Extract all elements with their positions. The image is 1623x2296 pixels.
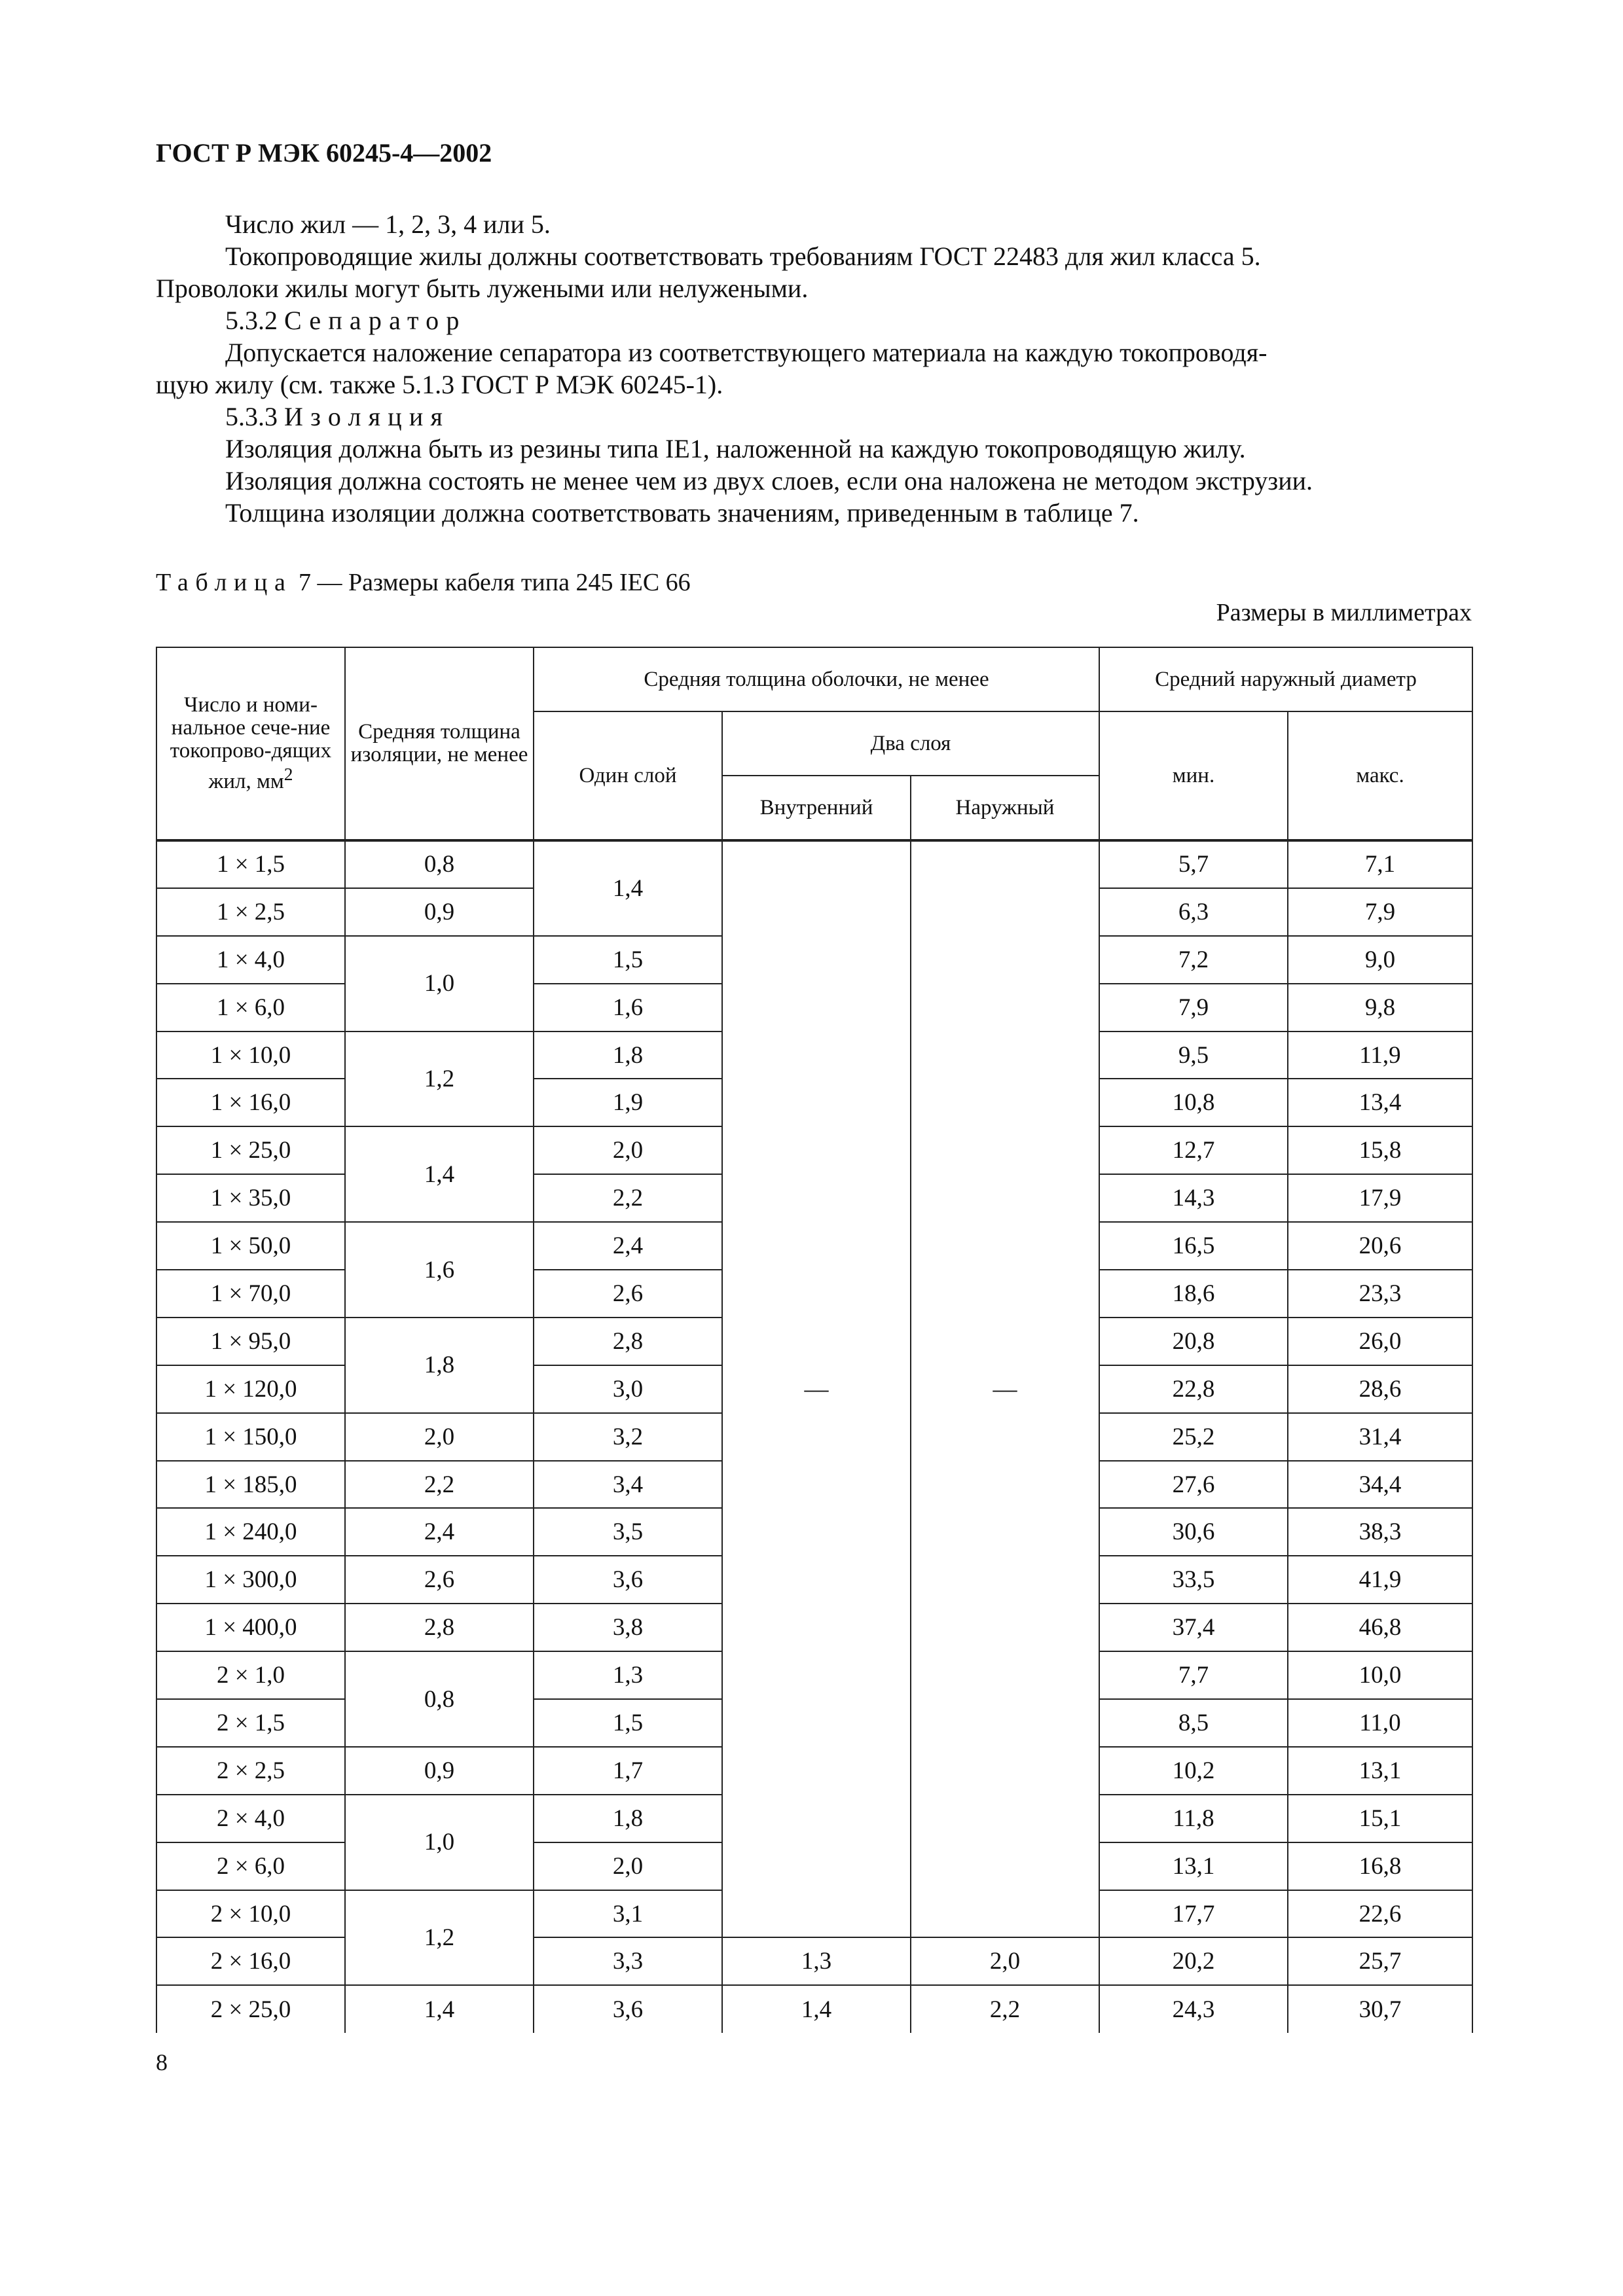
cell-insulation: 0,8: [345, 840, 534, 888]
cell-min-diameter: 10,2: [1099, 1747, 1288, 1795]
cell-min-diameter: 17,7: [1099, 1890, 1288, 1938]
cell-single-layer: 1,8: [534, 1795, 722, 1842]
cell-min-diameter: 13,1: [1099, 1842, 1288, 1890]
cell-single-layer: 1,9: [534, 1079, 722, 1126]
cell-min-diameter: 7,2: [1099, 936, 1288, 984]
cell-outer-layer: 2,0: [911, 1937, 1099, 1985]
cell-single-layer: 2,8: [534, 1318, 722, 1365]
cell-single-layer: 3,0: [534, 1365, 722, 1413]
cell-single-layer: 1,6: [534, 984, 722, 1031]
cell-min-diameter: 7,7: [1099, 1651, 1288, 1699]
section-title: Сепаратор: [284, 306, 467, 335]
paragraph-insulation-type: Изоляция должна быть из резины типа IE1, наложенной на каждую токопроводящую жилу.: [225, 434, 1246, 463]
section-5-3-3-heading: [156, 401, 1472, 433]
cell-min-diameter: 11,8: [1099, 1795, 1288, 1842]
cell-min-diameter: 20,2: [1099, 1937, 1288, 1985]
cell-single-layer: 3,2: [534, 1413, 722, 1461]
cell-cross-section: 1 × 16,0: [156, 1079, 345, 1126]
cell-single-layer: 2,2: [534, 1174, 722, 1222]
cell-insulation: 0,9: [345, 888, 534, 936]
header-max: макс.: [1288, 711, 1472, 840]
cell-insulation: 0,8: [345, 1651, 534, 1747]
cell-max-diameter: 7,1: [1288, 840, 1472, 888]
cell-max-diameter: 22,6: [1288, 1890, 1472, 1938]
cell-single-layer: 1,3: [534, 1651, 722, 1699]
cell-single-layer: 1,5: [534, 936, 722, 984]
header-insulation-thickness: Средняя толщина изоляции, не менее: [345, 647, 534, 840]
body-text: [156, 208, 1472, 529]
cell-inner-layer: 1,4: [722, 1985, 911, 2033]
cell-single-layer: 1,8: [534, 1031, 722, 1079]
cell-min-diameter: 37,4: [1099, 1604, 1288, 1651]
cell-inner-layer-dash: —: [722, 840, 911, 1937]
cell-max-diameter: 46,8: [1288, 1604, 1472, 1651]
cell-max-diameter: 9,0: [1288, 936, 1472, 984]
section-number: 5.3.2: [225, 306, 278, 335]
cell-max-diameter: 28,6: [1288, 1365, 1472, 1413]
cable-dimensions-table: [156, 647, 1473, 2033]
cell-insulation: 1,4: [345, 1126, 534, 1222]
cell-max-diameter: 23,3: [1288, 1270, 1472, 1318]
cell-max-diameter: 15,1: [1288, 1795, 1472, 1842]
cell-min-diameter: 22,8: [1099, 1365, 1288, 1413]
cell-insulation: 1,8: [345, 1318, 534, 1413]
header-superscript: 2: [283, 764, 293, 784]
table-row: [156, 840, 1472, 888]
cell-inner-layer: 1,3: [722, 1937, 911, 1985]
cell-max-diameter: 16,8: [1288, 1842, 1472, 1890]
cell-cross-section: 1 × 185,0: [156, 1461, 345, 1509]
cell-insulation: 2,8: [345, 1604, 534, 1651]
cell-min-diameter: 14,3: [1099, 1174, 1288, 1222]
cell-min-diameter: 9,5: [1099, 1031, 1288, 1079]
table-caption-word: Таблица: [156, 569, 293, 596]
cell-cross-section: 1 × 120,0: [156, 1365, 345, 1413]
cell-outer-layer: 2,2: [911, 1985, 1099, 2033]
section-title: Изоляция: [284, 402, 450, 431]
paragraph-core-count: Число жил — 1, 2, 3, 4 или 5.: [225, 209, 551, 239]
cell-cross-section: 1 × 25,0: [156, 1126, 345, 1174]
cell-min-diameter: 12,7: [1099, 1126, 1288, 1174]
paragraph-separator-line2: щую жилу (см. также 5.1.3 ГОСТ Р МЭК 60245-1).: [156, 370, 723, 399]
page-number: 8: [156, 2049, 168, 2075]
cell-max-diameter: 15,8: [1288, 1126, 1472, 1174]
header-sheath-thickness: Средняя толщина оболочки, не менее: [534, 647, 1099, 711]
cell-max-diameter: 11,0: [1288, 1699, 1472, 1747]
cell-max-diameter: 13,4: [1288, 1079, 1472, 1126]
cell-min-diameter: 7,9: [1099, 984, 1288, 1031]
cell-max-diameter: 31,4: [1288, 1413, 1472, 1461]
cell-max-diameter: 26,0: [1288, 1318, 1472, 1365]
cell-single-layer: 3,3: [534, 1937, 722, 1985]
cell-insulation: 1,4: [345, 1985, 534, 2033]
header-outer-layer: Наружный: [911, 776, 1099, 840]
cell-single-layer: 2,6: [534, 1270, 722, 1318]
cell-cross-section: 1 × 10,0: [156, 1031, 345, 1079]
cell-cross-section: 1 × 50,0: [156, 1222, 345, 1270]
cell-max-diameter: 20,6: [1288, 1222, 1472, 1270]
cell-single-layer: 1,4: [534, 840, 722, 936]
table-caption: [156, 568, 691, 597]
cell-cross-section: 1 × 2,5: [156, 888, 345, 936]
cell-insulation: 1,6: [345, 1222, 534, 1318]
cell-max-diameter: 30,7: [1288, 1985, 1472, 2033]
cell-insulation: 1,0: [345, 1795, 534, 1890]
cell-cross-section: 2 × 1,5: [156, 1699, 345, 1747]
cell-insulation: 0,9: [345, 1747, 534, 1795]
cell-single-layer: 2,4: [534, 1222, 722, 1270]
cell-max-diameter: 13,1: [1288, 1747, 1472, 1795]
cell-single-layer: 3,6: [534, 1985, 722, 2033]
cell-cross-section: 1 × 400,0: [156, 1604, 345, 1651]
section-5-3-2-heading: [156, 304, 1472, 336]
cell-insulation: 1,2: [345, 1031, 534, 1127]
cell-min-diameter: 33,5: [1099, 1556, 1288, 1604]
cell-min-diameter: 18,6: [1099, 1270, 1288, 1318]
cell-min-diameter: 5,7: [1099, 840, 1288, 888]
cell-min-diameter: 20,8: [1099, 1318, 1288, 1365]
header-two-layers: Два слоя: [722, 711, 1099, 776]
cell-single-layer: 3,6: [534, 1556, 722, 1604]
cell-cross-section: 1 × 95,0: [156, 1318, 345, 1365]
cell-insulation: 2,4: [345, 1508, 534, 1556]
cell-cross-section: 1 × 35,0: [156, 1174, 345, 1222]
cell-max-diameter: 25,7: [1288, 1937, 1472, 1985]
cell-cross-section: 1 × 70,0: [156, 1270, 345, 1318]
cell-max-diameter: 17,9: [1288, 1174, 1472, 1222]
cell-max-diameter: 38,3: [1288, 1508, 1472, 1556]
cell-cross-section: 2 × 10,0: [156, 1890, 345, 1938]
cell-single-layer: 2,0: [534, 1126, 722, 1174]
paragraph-insulation-thickness: Толщина изоляции должна соответствовать значениям, приведенным в таблице 7.: [225, 498, 1139, 528]
table-row: [156, 1985, 1472, 2033]
cell-max-diameter: 9,8: [1288, 984, 1472, 1031]
document-header: ГОСТ Р МЭК 60245-4—2002: [156, 138, 492, 168]
cell-cross-section: 2 × 2,5: [156, 1747, 345, 1795]
header-cross-section: Число и номи-нальное сече-ние токопрово-дящих жил, $мм^2$: [156, 647, 345, 840]
paragraph-separator-line1: Допускается наложение сепаратора из соответствующего материала на каждую токопроводя-: [225, 338, 1267, 367]
cell-cross-section: 2 × 25,0: [156, 1985, 345, 2033]
cell-cross-section: 1 × 240,0: [156, 1508, 345, 1556]
cell-cross-section: 1 × 150,0: [156, 1413, 345, 1461]
cell-cross-section: 2 × 1,0: [156, 1651, 345, 1699]
cell-min-diameter: 25,2: [1099, 1413, 1288, 1461]
cell-max-diameter: 34,4: [1288, 1461, 1472, 1509]
cell-cross-section: 1 × 1,5: [156, 840, 345, 888]
section-number: 5.3.3: [225, 402, 278, 431]
paragraph-insulation-layers: Изоляция должна состоять не менее чем из двух слоев, если она наложена не методом экструзии.: [225, 466, 1313, 495]
cell-min-diameter: 8,5: [1099, 1699, 1288, 1747]
cell-single-layer: 3,5: [534, 1508, 722, 1556]
cell-min-diameter: 30,6: [1099, 1508, 1288, 1556]
cell-min-diameter: 10,8: [1099, 1079, 1288, 1126]
cell-cross-section: 2 × 16,0: [156, 1937, 345, 1985]
header-inner-layer: Внутренний: [722, 776, 911, 840]
cell-single-layer: 3,1: [534, 1890, 722, 1938]
cell-insulation: 1,0: [345, 936, 534, 1031]
cell-min-diameter: 24,3: [1099, 1985, 1288, 2033]
cell-insulation: 2,6: [345, 1556, 534, 1604]
cell-insulation: 2,2: [345, 1461, 534, 1509]
header-min: мин.: [1099, 711, 1288, 840]
cell-single-layer: 3,8: [534, 1604, 722, 1651]
cell-single-layer: 1,5: [534, 1699, 722, 1747]
cell-single-layer: 1,7: [534, 1747, 722, 1795]
cell-min-diameter: 6,3: [1099, 888, 1288, 936]
cell-min-diameter: 16,5: [1099, 1222, 1288, 1270]
table-units-note: Размеры в миллиметрах: [1216, 599, 1472, 626]
cell-cross-section: 1 × 4,0: [156, 936, 345, 984]
cell-min-diameter: 27,6: [1099, 1461, 1288, 1509]
cell-single-layer: 2,0: [534, 1842, 722, 1890]
paragraph-conductors-line1: Токопроводящие жилы должны соответствовать требованиям ГОСТ 22483 для жил класса 5.: [225, 242, 1261, 271]
cell-cross-section: 2 × 4,0: [156, 1795, 345, 1842]
cell-insulation: 2,0: [345, 1413, 534, 1461]
cell-outer-layer-dash: —: [911, 840, 1099, 1937]
cell-max-diameter: 41,9: [1288, 1556, 1472, 1604]
cell-cross-section: 1 × 300,0: [156, 1556, 345, 1604]
table-caption-text: 7 — Размеры кабеля типа 245 IEC 66: [292, 569, 691, 596]
cell-max-diameter: 7,9: [1288, 888, 1472, 936]
header-single-layer: Один слой: [534, 711, 722, 840]
cell-cross-section: 2 × 6,0: [156, 1842, 345, 1890]
cell-insulation: 1,2: [345, 1890, 534, 1986]
cell-max-diameter: 10,0: [1288, 1651, 1472, 1699]
header-outer-diameter: Средний наружный диаметр: [1099, 647, 1472, 711]
cell-max-diameter: 11,9: [1288, 1031, 1472, 1079]
paragraph-conductors-line2: Проволоки жилы могут быть лужеными или нелужеными.: [156, 274, 809, 303]
cell-cross-section: 1 × 6,0: [156, 984, 345, 1031]
cell-single-layer: 3,4: [534, 1461, 722, 1509]
